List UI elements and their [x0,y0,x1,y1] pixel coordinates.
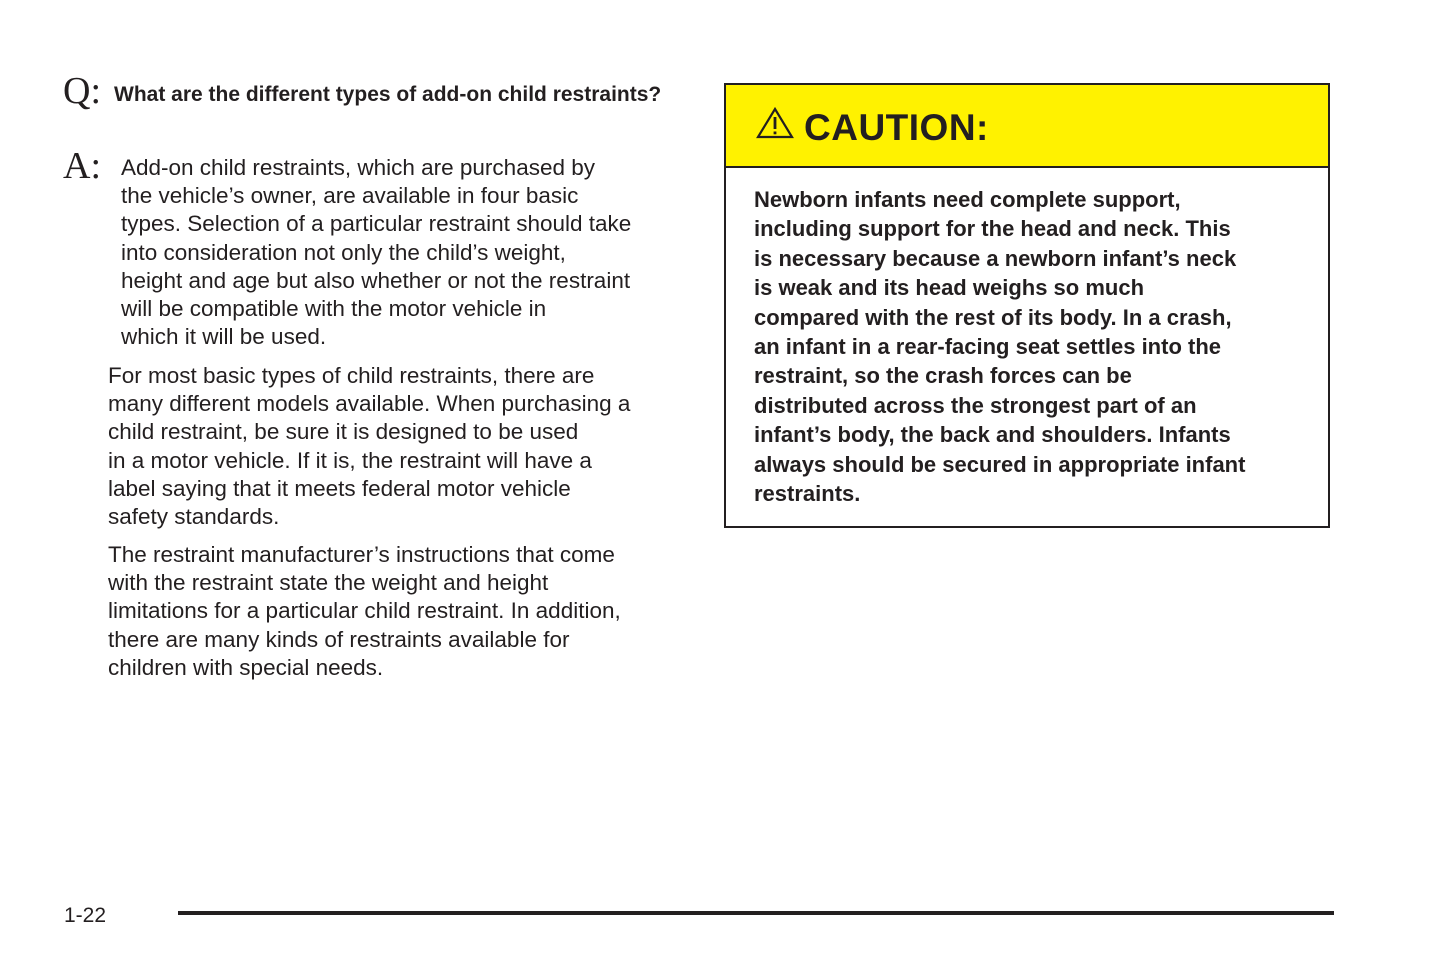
warning-triangle-icon [756,107,794,139]
caution-title: CAUTION: [804,106,989,148]
paragraph-models: For most basic types of child restraints, there are many different models available. When purchasing a child restraint, be sure it is designed to be used in a motor vehicle. If it is, the restraint will have a label saying that it meets federal motor vehicle safety standards. [108,363,631,530]
answer-marker: A: [63,145,101,187]
answer-text: Add-on child restraints, which are purchased by the vehicle’s owner, are available in four basic types. Selection of a particular restraint should take into consideration not only the child’s weight, height and age but also whether or not the restraint will be compatible with the motor vehicle in which it will be used. [121,155,632,350]
caution-box [724,83,1330,528]
question-text: What are the different types of add-on child restraints? [114,83,662,106]
caution-header [726,85,1328,168]
paragraph-instructions: The restraint manufacturer’s instructions that come with the restraint state the weight and height limitations for a particular child restraint. In addition, there are many kinds of restraints available for children with special needs. [108,542,621,680]
question-marker: Q: [63,70,101,112]
footer-rule [178,911,1334,915]
page-number: 1-22 [64,904,107,927]
caution-text: Newborn infants need complete support, including support for the head and neck. This is necessary because a newborn infant’s neck is weak and its head weighs so much compared with the rest of its body. In a crash, an infant in a rear-facing seat settles into the restraint, so the crash forces can be distributed across the strongest part of an infant’s body, the back and shoulders. Infants always should be secured in appropriate infant restraints. [754,187,1246,507]
